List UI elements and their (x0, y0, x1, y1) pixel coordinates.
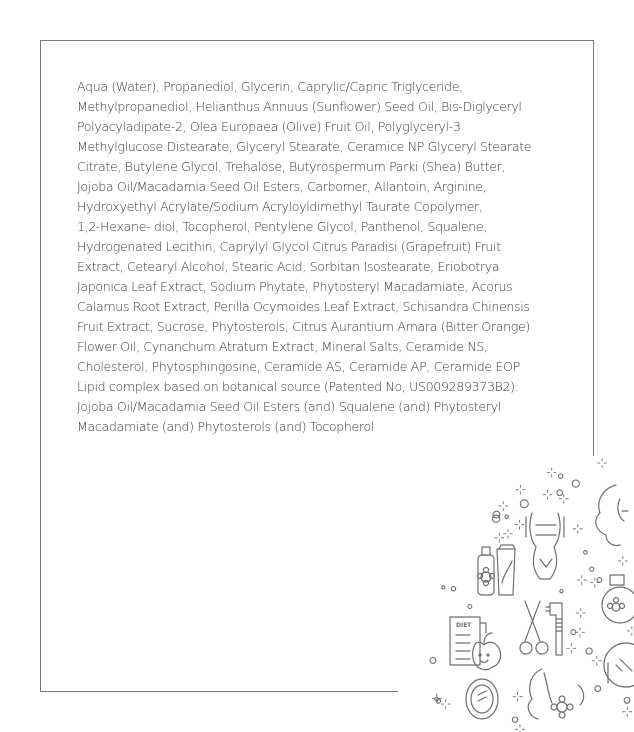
bubble-icon (584, 551, 588, 555)
sparkle-icon (573, 524, 582, 533)
sparkle-icon (516, 725, 525, 732)
sparkle-icon (513, 692, 522, 701)
ingredients-line: Calamus Root Extract, Perilla Ocymoides Leaf Extract, Schisandra Chinensis (77, 299, 530, 314)
sparkle-icon (432, 694, 441, 703)
ingredients-line: 1,2-Hexane- diol, Tocopherol, Pentylene Glycol, Panthenol, Squalene, (77, 219, 487, 234)
ingredients-line: Jojoba Oil/Macadamia Seed Oil Esters, Carbomer, Allantoin, Arginine, (77, 179, 487, 194)
bubble-icon (560, 590, 563, 593)
swimsuit-body-icon (526, 513, 564, 579)
ingredients-line: Hydroxyethyl Acrylate/Sodium Acryloyldimethyl Taurate Copolymer, (77, 199, 483, 214)
ingredients-line: Flower Oil, Cynanchum Atratum Extract, Mineral Salts, Ceramide NS, (77, 339, 488, 354)
bubble-icon (557, 490, 563, 496)
mirror-icon (604, 643, 634, 687)
sparkle-icon (495, 533, 504, 542)
frame-border-right (593, 40, 594, 456)
sparkle-icon (515, 520, 524, 529)
ingredients-line: Japonica Leaf Extract, Sodium Phytate, Phytosteryl Macadamiate, Acorus (77, 279, 513, 294)
sparkle-icon (598, 459, 607, 468)
ingredients-line: Lipid complex based on botanical source (Patented No, US009289373B2): (77, 379, 519, 394)
scissors-comb-icon (520, 601, 562, 655)
bubble-icon (586, 648, 592, 654)
sparkle-icon (567, 644, 576, 653)
sparkle-icon (618, 556, 627, 565)
sparkle-icon (504, 529, 513, 538)
ingredients-line: Hydrogenated Lecithin, Caprylyl Glycol Citrus Paradisi (Grapefruit) Fruit (77, 239, 501, 254)
ingredients-line: Cholesterol, Phytosphingosine, Ceramide AS, Ceramide AP, Ceramide EOP (77, 359, 520, 374)
bubble-icon (572, 480, 579, 487)
frame-border-bottom (40, 691, 398, 692)
bubble-icon (624, 698, 630, 704)
sparkle-icon (543, 490, 552, 499)
bubble-icon (590, 567, 594, 571)
ingredients-line: Methylglucose Distearate, Glyceryl Stearate, Ceramice NP Glyceryl Stearate (77, 139, 532, 154)
bubble-icon (492, 515, 499, 522)
bubble-icon (430, 657, 436, 663)
diet-label: DIET (456, 622, 472, 629)
sparkle-icon (576, 609, 585, 618)
bubble-icon (520, 500, 528, 508)
ingredients-line: Citrate, Butylene Glycol, Trehalose, Butyrospermum Parki (Shea) Butter, (77, 159, 506, 174)
ingredients-line: Macadamiate (and) Phytosterols (and) Tocopherol (77, 419, 375, 434)
bubble-icon (505, 515, 508, 518)
woman-face-icon (596, 485, 628, 546)
sparkle-icon (623, 707, 632, 716)
sparkle-icon (577, 576, 586, 585)
bubble-icon (571, 630, 576, 635)
sparkle-icon (441, 700, 450, 709)
cosmetic-bottle-tube-icon (478, 545, 516, 595)
frame-border-left (40, 40, 41, 692)
perfume-bottle-icon (602, 575, 634, 623)
bubble-icon (595, 686, 601, 692)
bubble-icon (559, 474, 563, 478)
compact-mirror-icon (466, 679, 498, 719)
bubble-icon (442, 586, 445, 589)
bubble-icon (597, 578, 602, 583)
sparkle-icon (516, 485, 525, 494)
ingredients-line: Jojoba Oil/Macadamia Seed Oil Esters (and) Squalene (and) Phytosteryl (77, 399, 501, 414)
ingredients-line: Extract, Cetearyl Alcohol, Stearic Acid, Sorbitan Isostearate, Eriobotrya (77, 259, 500, 274)
sparkle-icon (590, 578, 599, 587)
ingredients-line: Methylpropanediol, Helianthus Annuus (Sunflower) Seed Oil, Bis-Diglyceryl (77, 99, 522, 114)
bubble-icon (512, 717, 517, 722)
ingredients-list (77, 77, 567, 437)
bubble-icon (468, 605, 472, 609)
beauty-icons-illustration (420, 455, 634, 732)
sparkle-icon (592, 656, 601, 665)
bubble-icon (451, 587, 455, 591)
sparkle-icon (576, 628, 585, 637)
ingredients-line: Polyacyladipate-2, Olea Europaea (Olive) Fruit Oil, Polyglyceryl-3 (77, 119, 461, 134)
sparkle-icon (627, 627, 634, 636)
ingredients-line: Fruit Extract, Sucrose, Phytosterols, Citrus Aurantium Amara (Bitter Orange) (77, 319, 530, 334)
ingredients-line: Aqua (Water), Propanediol, Glycerin, Caprylic/Capric Triglyceride, (77, 79, 463, 94)
woman-hair-flower-icon (528, 669, 583, 719)
sparkle-icon (547, 468, 556, 477)
sparkle-icon (499, 502, 508, 511)
frame-border-top (40, 40, 594, 41)
diet-list-apple-icon (450, 617, 501, 670)
